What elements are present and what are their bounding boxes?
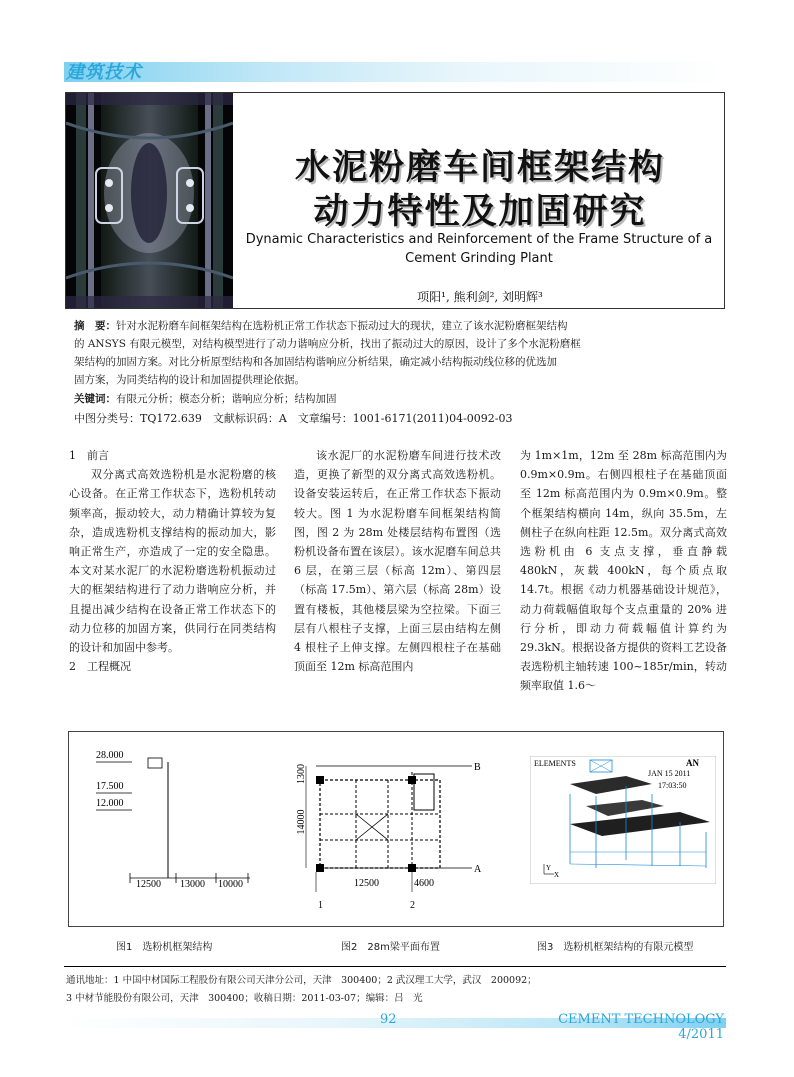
- footnote-address: 3 中材节能股份有限公司，天津 300400；收稿日期：2011-03-07；编辑：吕 光: [66, 993, 423, 1004]
- dim-label: 4600: [414, 878, 434, 889]
- span-label: 12500: [136, 879, 161, 890]
- header-band: [64, 62, 726, 82]
- body-column-2: [294, 446, 501, 676]
- section-tag: 建筑技术: [66, 62, 142, 83]
- span-label: 10000: [218, 879, 243, 890]
- keywords: 有限元分析；模态分析；谐响应分析；结构加固: [116, 393, 337, 405]
- title-english: Dynamic Characteristics and Reinforcement of the Frame Structure of a Cement Grinding Plant: [245, 232, 713, 266]
- title-chinese-line2: 动力特性及加固研究: [313, 192, 647, 232]
- journal-name: CEMENT TECHNOLOGY 4/2011: [558, 1012, 724, 1042]
- svg-text:Y: Y: [546, 864, 552, 872]
- figure-caption: 图3 选粉机框架结构的有限元模型: [537, 942, 694, 953]
- fem-label: ELEMENTS: [534, 759, 576, 768]
- keywords-label: 关键词：: [74, 393, 116, 405]
- svg-text:X: X: [554, 871, 560, 879]
- paragraph: 为 1m×1m，12m 至 28m 标高范围内为 0.9m×0.9m。右侧四根柱子在基础顶面至 12m 标高范围内为 0.9m×0.9m。整个框架结构横向 14m，纵向 35.5m，左侧柱子在纵向柱距 12.5m。双分离式高效选粉机由 6 支点支撑，垂直静载 480kN，灰载 400kN，每个质点取 14.7t。根据《动力机器基础设计规范》，动力荷载幅值取每个支点重量的 20% 进行分析，即动力荷载幅值计算约为 29.3kN。根据设备方提供的资料工艺设备表选粉机主轴转速 100~185r/min，转动频率取值 1.6～: [520, 449, 727, 693]
- keywords-line: [74, 391, 724, 408]
- abstract-line: 的 ANSYS 有限元模型，对结构模型进行了动力谐响应分析，找出了振动过大的原因，设计了多个水泥粉磨框: [74, 338, 581, 350]
- abstract-line: 固方案，为同类结构的设计和加固提供理论依据。: [74, 374, 305, 386]
- level-label: 28.000: [96, 750, 124, 761]
- figure-3-fem-model: [530, 756, 716, 884]
- dim-label: 14000: [296, 809, 307, 835]
- fem-date: JAN 15 2011: [648, 769, 691, 778]
- decorative-pattern: [66, 93, 233, 308]
- fem-time: 17:03:50: [658, 781, 687, 790]
- dim-label: 1300: [296, 764, 307, 784]
- abstract-text: 针对水泥粉磨车间框架结构在选粉机正常工作状态下振动过大的现状，建立了该水泥粉磨框架结构: [116, 320, 568, 332]
- figure-caption: 图2 28m梁平面布置: [341, 942, 440, 953]
- figure-2-beam-layout: [296, 752, 496, 914]
- page-number: 92: [380, 1012, 397, 1027]
- ansys-logo: AN: [686, 758, 699, 768]
- level-label: 12.000: [96, 798, 124, 809]
- abstract-line: 架结构的加固方案。对比分析原型结构和各加固结构谐响应分析结果，确定减小结构振动线位移的优选加: [74, 356, 557, 368]
- span-label: 13000: [180, 879, 205, 890]
- dim-label: 12500: [354, 878, 379, 889]
- paragraph: 双分离式高效选粉机是水泥粉磨的核心设备。在正常工作状态下，选粉机转动频率高，振动较大，动力精确计算较为复杂，造成选粉机支撑结构的振动加大，影响正常生产，亦造成了一定的安全隐患。本文对某水泥厂的水泥粉磨选粉机振动过大的框架结构进行了动力谐响应分析，并且提出减少结构在设备正常工作状态下的动力位移的加固方案，供同行在同类结构的设计和加固中参考。: [69, 468, 276, 655]
- axis-label: A: [474, 864, 482, 875]
- footnote-address: 通讯地址：1 中国中材国际工程股份有限公司天津分公司，天津 300400；2 武汉理工大学，武汉 200092；: [66, 975, 537, 986]
- figure-1-frame-structure: [80, 740, 260, 900]
- axis-label: 1: [318, 900, 323, 911]
- axis-label: 2: [410, 900, 415, 911]
- figure-caption: 图1 选粉机框架结构: [116, 942, 213, 953]
- footer-rule: [64, 966, 726, 967]
- level-label: 17.500: [96, 781, 124, 792]
- section-heading: 1 前言: [69, 449, 109, 462]
- abstract-line: [74, 318, 724, 335]
- body-column-1: [69, 446, 276, 676]
- paragraph: 该水泥厂的水泥粉磨车间进行技术改造，更换了新型的双分离式高效选粉机。设备安装运转后，在正常工作状态下振动较大。图 1 为水泥粉磨车间框架结构简图，图 2 为 28m 处楼层结构布置图（选粉机设备布置在该层）。该水泥磨车间总共 6 层，在第三层（标高 12m）、第四层（标高 17.5m）、第六层（标高 28m）设置有楼板，其他楼层梁为空拉梁。下面三层有八根柱子支撑，上面三层由结构左侧 4 根柱子上伸支撑。左侧四根柱子在基础顶面至 12m 标高范围内: [294, 449, 501, 674]
- classification: 中图分类号：TQ172.639 文献标识码：A 文章编号：1001-6171(2011)04-0092-03: [74, 412, 513, 425]
- section-heading: 2 工程概况: [69, 660, 131, 674]
- body-column-3: [520, 446, 727, 696]
- title-chinese-line1: 水泥粉磨车间框架结构: [294, 148, 665, 188]
- axis-label: B: [474, 762, 481, 773]
- abstract-label: 摘 要：: [74, 320, 116, 332]
- decorative-image: [66, 93, 233, 308]
- authors: 项阳¹, 熊利剑², 刘明辉³: [417, 290, 543, 304]
